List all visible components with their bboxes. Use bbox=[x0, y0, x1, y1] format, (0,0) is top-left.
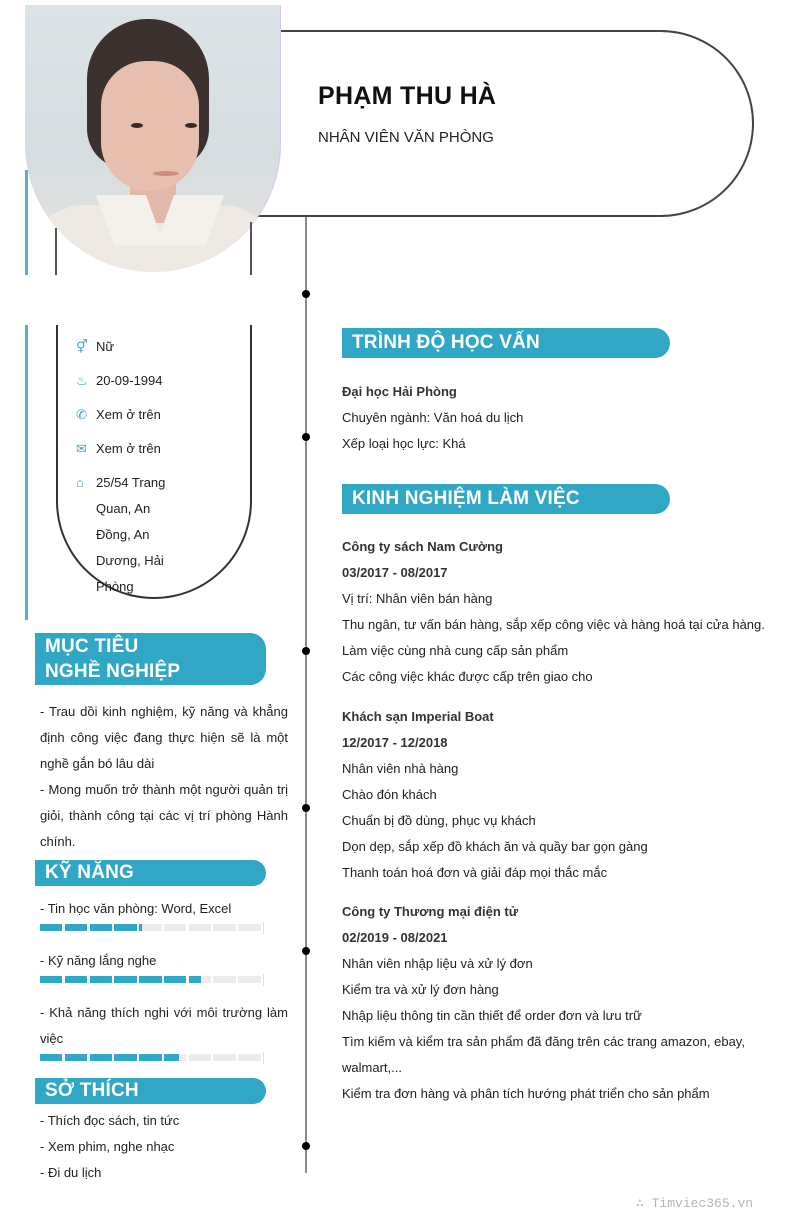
timeline-dot bbox=[302, 647, 310, 655]
skill-label: - Tin học văn phòng: Word, Excel bbox=[40, 901, 232, 916]
timeline-dot bbox=[302, 290, 310, 298]
timeline-dot bbox=[302, 947, 310, 955]
job-entry bbox=[342, 534, 772, 690]
skill-bar-segment bbox=[139, 976, 161, 983]
section-skills-title: KỸ NĂNG bbox=[35, 860, 266, 886]
phone-whatsapp-icon: ✆ bbox=[76, 407, 87, 422]
section-objective-title: MỤC TIÊU NGHỀ NGHIỆP bbox=[35, 633, 266, 685]
skill-bar-segment bbox=[90, 1054, 112, 1061]
home-icon: ⌂ bbox=[76, 475, 84, 490]
skill-bar-segment bbox=[40, 976, 62, 983]
skill-bar-segment bbox=[90, 924, 112, 931]
skill-bar-segment bbox=[164, 976, 186, 983]
objective-text-1: - Trau dồi kinh nghiệm, kỹ năng và khẳng định công việc đang thực hiện sẽ là một nghề gắn bó lâu dài bbox=[40, 704, 288, 771]
watermark-link[interactable]: ∴ Timviec365.vn bbox=[636, 1196, 754, 1211]
birthday-cake-icon: ♨ bbox=[76, 373, 88, 388]
job-line: Kiểm tra và xử lý đơn hàng bbox=[342, 982, 499, 997]
job-line: Các công việc khác được cấp trên giao cho bbox=[342, 669, 593, 684]
job-line: Tìm kiếm và kiểm tra sản phẩm đã đăng trên các trang amazon, ebay, walmart,... bbox=[342, 1034, 745, 1075]
timeline-dot bbox=[302, 1142, 310, 1150]
skill-bar-segment bbox=[65, 976, 87, 983]
section-education-title: TRÌNH ĐỘ HỌC VẤN bbox=[342, 328, 670, 358]
skill-bar-segment bbox=[139, 924, 161, 931]
job-line: Nhân viên nhà hàng bbox=[342, 761, 459, 776]
accent-line-mid bbox=[25, 325, 28, 620]
skill-bar-segment bbox=[213, 1054, 235, 1061]
skill-bar-segment bbox=[189, 924, 211, 931]
skill-bar-segment bbox=[139, 1054, 161, 1061]
profile-photo bbox=[25, 5, 281, 272]
job-line: Kiểm tra đơn hàng và phân tích hướng phát triển cho sản phẩm bbox=[342, 1086, 710, 1101]
job-entry bbox=[342, 704, 772, 886]
photo-frame-left bbox=[55, 228, 57, 275]
skill-bar bbox=[40, 1054, 264, 1062]
contact-email: ✉ Xem ở trên bbox=[76, 441, 161, 456]
timeline-line bbox=[305, 217, 307, 1173]
skill-bar bbox=[40, 924, 264, 932]
job-company: Khách sạn Imperial Boat bbox=[342, 709, 494, 724]
job-company: Công ty Thương mại điện tử bbox=[342, 904, 519, 919]
job-line: Chào đón khách bbox=[342, 787, 437, 802]
skill-bar-segment bbox=[65, 924, 87, 931]
job-line: Thanh toán hoá đơn và giải đáp mọi thắc mắc bbox=[342, 865, 608, 880]
skill-bar-segment bbox=[114, 924, 136, 931]
skill-bar-segment bbox=[189, 976, 211, 983]
skill-bar-segment bbox=[213, 976, 235, 983]
job-line: Chuẩn bị đồ dùng, phục vụ khách bbox=[342, 813, 536, 828]
job-entry bbox=[342, 899, 762, 1107]
hobby-item: - Xem phim, nghe nhạc bbox=[40, 1139, 175, 1154]
photo-frame-right bbox=[250, 222, 252, 275]
job-title: NHÂN VIÊN VĂN PHÒNG bbox=[318, 129, 494, 146]
job-period: 03/2017 - 08/2017 bbox=[342, 565, 448, 580]
header-panel bbox=[250, 30, 754, 217]
job-company: Công ty sách Nam Cường bbox=[342, 539, 503, 554]
job-line: Nhập liệu thông tin cần thiết để order đơn và lưu trữ bbox=[342, 1008, 642, 1023]
candidate-name: PHẠM THU HÀ bbox=[318, 82, 497, 110]
school-name: Đại học Hải Phòng bbox=[342, 384, 457, 399]
job-line: Làm việc cùng nhà cung cấp sản phẩm bbox=[342, 643, 569, 658]
education-major: Chuyên ngành: Văn hoá du lịch bbox=[342, 410, 524, 425]
timeline-dot bbox=[302, 433, 310, 441]
skill-bar-segment bbox=[65, 1054, 87, 1061]
contact-gender: ⚥ Nữ bbox=[76, 339, 115, 354]
hobby-item: - Thích đọc sách, tin tức bbox=[40, 1113, 180, 1128]
skill-label: - Kỹ năng lắng nghe bbox=[40, 953, 157, 968]
gender-icon: ⚥ bbox=[76, 339, 88, 354]
objective-text-2: - Mong muốn trở thành một người quản trị giỏi, thành công tại các vị trí phòng Hành chính. bbox=[40, 782, 288, 849]
skill-bar bbox=[40, 976, 264, 984]
skill-label: - Khả năng thích nghi với môi trường làm việc bbox=[40, 1005, 288, 1046]
job-line: Vị trí: Nhân viên bán hàng bbox=[342, 591, 493, 606]
education-grade: Xếp loại học lực: Khá bbox=[342, 436, 466, 451]
accent-line-top bbox=[25, 170, 28, 275]
contact-phone: ✆ Xem ở trên bbox=[76, 407, 161, 422]
hobby-item: - Đi du lịch bbox=[40, 1165, 102, 1180]
timeline-dot bbox=[302, 804, 310, 812]
job-line: Thu ngân, tư vấn bán hàng, sắp xếp công việc và hàng hoá tại cửa hàng. bbox=[342, 617, 765, 632]
skill-bar-segment bbox=[189, 1054, 211, 1061]
skill-bar-segment bbox=[238, 924, 260, 931]
job-period: 12/2017 - 12/2018 bbox=[342, 735, 448, 750]
skill-bar-segment bbox=[213, 924, 235, 931]
skill-bar-segment bbox=[238, 976, 260, 983]
email-envelope-icon: ✉ bbox=[76, 441, 87, 456]
section-experience-title: KINH NGHIỆM LÀM VIỆC bbox=[342, 484, 670, 514]
education-block bbox=[342, 379, 523, 457]
job-period: 02/2019 - 08/2021 bbox=[342, 930, 448, 945]
skill-bar-segment bbox=[114, 976, 136, 983]
job-line: Dọn dẹp, sắp xếp đồ khách ăn và quầy bar gọn gàng bbox=[342, 839, 648, 854]
job-line: Nhân viên nhập liệu và xử lý đơn bbox=[342, 956, 533, 971]
skill-bar-segment bbox=[40, 924, 62, 931]
section-hobbies-title: SỞ THÍCH bbox=[35, 1078, 266, 1104]
skill-bar-segment bbox=[40, 1054, 62, 1061]
skill-bar-segment bbox=[90, 976, 112, 983]
skill-bar-segment bbox=[114, 1054, 136, 1061]
skill-bar-segment bbox=[238, 1054, 260, 1061]
contact-address: ⌂ 25/54 Trang Quan, An Đồng, An Dương, Hải Phòng bbox=[76, 470, 188, 600]
skill-bar-segment bbox=[164, 924, 186, 931]
skill-bar-segment bbox=[164, 1054, 186, 1061]
contact-birthday: ♨ 20-09-1994 bbox=[76, 373, 163, 388]
